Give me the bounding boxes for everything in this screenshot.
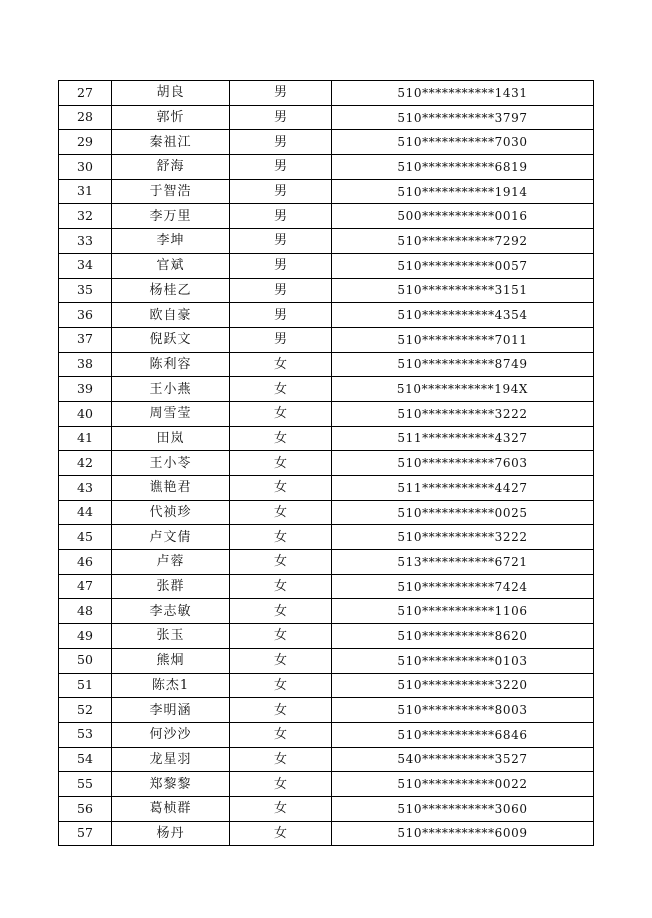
person-name: 杨桂乙 bbox=[112, 278, 230, 303]
gender: 男 bbox=[230, 81, 332, 106]
person-name: 于智浩 bbox=[112, 179, 230, 204]
person-name: 田岚 bbox=[112, 426, 230, 451]
row-number: 51 bbox=[59, 673, 112, 698]
table-row bbox=[59, 229, 594, 254]
person-name: 王小苓 bbox=[112, 451, 230, 476]
id-number: 510***********7603 bbox=[332, 451, 594, 476]
table-row bbox=[59, 155, 594, 180]
id-number: 510***********3220 bbox=[332, 673, 594, 698]
person-name: 陈杰1 bbox=[112, 673, 230, 698]
row-number: 45 bbox=[59, 525, 112, 550]
gender: 女 bbox=[230, 401, 332, 426]
gender: 女 bbox=[230, 476, 332, 501]
person-name: 李坤 bbox=[112, 229, 230, 254]
id-number: 540***********3527 bbox=[332, 747, 594, 772]
table-row bbox=[59, 327, 594, 352]
row-number: 57 bbox=[59, 821, 112, 846]
table-row bbox=[59, 500, 594, 525]
id-number: 510***********3222 bbox=[332, 401, 594, 426]
row-number: 55 bbox=[59, 772, 112, 797]
id-number: 510***********0022 bbox=[332, 772, 594, 797]
table-row bbox=[59, 278, 594, 303]
person-name: 王小燕 bbox=[112, 377, 230, 402]
gender: 女 bbox=[230, 377, 332, 402]
person-name: 郑黎黎 bbox=[112, 772, 230, 797]
table-row bbox=[59, 673, 594, 698]
person-name: 周雪莹 bbox=[112, 401, 230, 426]
id-number: 510***********6846 bbox=[332, 722, 594, 747]
person-name: 欧自豪 bbox=[112, 303, 230, 328]
id-number: 510***********0103 bbox=[332, 648, 594, 673]
table-row bbox=[59, 525, 594, 550]
row-number: 38 bbox=[59, 352, 112, 377]
row-number: 47 bbox=[59, 574, 112, 599]
row-number: 43 bbox=[59, 476, 112, 501]
gender: 男 bbox=[230, 303, 332, 328]
row-number: 32 bbox=[59, 204, 112, 229]
person-name: 郭忻 bbox=[112, 105, 230, 130]
id-number: 510***********0025 bbox=[332, 500, 594, 525]
gender: 女 bbox=[230, 525, 332, 550]
gender: 男 bbox=[230, 229, 332, 254]
table-row bbox=[59, 574, 594, 599]
gender: 男 bbox=[230, 278, 332, 303]
row-number: 42 bbox=[59, 451, 112, 476]
row-number: 34 bbox=[59, 253, 112, 278]
table-row bbox=[59, 648, 594, 673]
id-number: 510***********1431 bbox=[332, 81, 594, 106]
person-name: 舒海 bbox=[112, 155, 230, 180]
table-row bbox=[59, 105, 594, 130]
id-number: 510***********8003 bbox=[332, 698, 594, 723]
row-number: 41 bbox=[59, 426, 112, 451]
id-number: 500***********0016 bbox=[332, 204, 594, 229]
table-row bbox=[59, 747, 594, 772]
table-row bbox=[59, 821, 594, 846]
id-number: 510***********6009 bbox=[332, 821, 594, 846]
table-row bbox=[59, 204, 594, 229]
id-number: 511***********4327 bbox=[332, 426, 594, 451]
gender: 男 bbox=[230, 204, 332, 229]
table-row bbox=[59, 698, 594, 723]
table-row bbox=[59, 130, 594, 155]
id-number: 510***********3222 bbox=[332, 525, 594, 550]
person-name: 杨丹 bbox=[112, 821, 230, 846]
gender: 女 bbox=[230, 599, 332, 624]
row-number: 44 bbox=[59, 500, 112, 525]
row-number: 28 bbox=[59, 105, 112, 130]
table-row bbox=[59, 377, 594, 402]
roster-table-body bbox=[59, 81, 594, 846]
gender: 女 bbox=[230, 500, 332, 525]
row-number: 56 bbox=[59, 796, 112, 821]
person-name: 葛桢群 bbox=[112, 796, 230, 821]
person-name: 卢文倩 bbox=[112, 525, 230, 550]
table-row bbox=[59, 722, 594, 747]
gender: 女 bbox=[230, 550, 332, 575]
person-name: 陈利容 bbox=[112, 352, 230, 377]
person-name: 张群 bbox=[112, 574, 230, 599]
row-number: 36 bbox=[59, 303, 112, 328]
person-name: 官斌 bbox=[112, 253, 230, 278]
gender: 女 bbox=[230, 352, 332, 377]
table-row bbox=[59, 476, 594, 501]
row-number: 35 bbox=[59, 278, 112, 303]
table-row bbox=[59, 451, 594, 476]
person-name: 倪跃文 bbox=[112, 327, 230, 352]
table-row bbox=[59, 303, 594, 328]
table-row bbox=[59, 401, 594, 426]
person-name: 李明涵 bbox=[112, 698, 230, 723]
gender: 女 bbox=[230, 451, 332, 476]
gender: 女 bbox=[230, 673, 332, 698]
person-name: 李万里 bbox=[112, 204, 230, 229]
person-name: 胡良 bbox=[112, 81, 230, 106]
gender: 男 bbox=[230, 130, 332, 155]
id-number: 510***********3060 bbox=[332, 796, 594, 821]
person-name: 熊炯 bbox=[112, 648, 230, 673]
id-number: 510***********6819 bbox=[332, 155, 594, 180]
row-number: 27 bbox=[59, 81, 112, 106]
person-name: 谯艳君 bbox=[112, 476, 230, 501]
row-number: 40 bbox=[59, 401, 112, 426]
id-number: 513***********6721 bbox=[332, 550, 594, 575]
row-number: 37 bbox=[59, 327, 112, 352]
gender: 男 bbox=[230, 327, 332, 352]
gender: 女 bbox=[230, 722, 332, 747]
gender: 女 bbox=[230, 698, 332, 723]
gender: 女 bbox=[230, 821, 332, 846]
roster-table bbox=[58, 80, 594, 846]
person-name: 李志敏 bbox=[112, 599, 230, 624]
id-number: 510***********0057 bbox=[332, 253, 594, 278]
id-number: 511***********4427 bbox=[332, 476, 594, 501]
person-name: 代祯珍 bbox=[112, 500, 230, 525]
person-name: 何沙沙 bbox=[112, 722, 230, 747]
id-number: 510***********1106 bbox=[332, 599, 594, 624]
row-number: 39 bbox=[59, 377, 112, 402]
gender: 女 bbox=[230, 747, 332, 772]
gender: 男 bbox=[230, 179, 332, 204]
row-number: 30 bbox=[59, 155, 112, 180]
gender: 女 bbox=[230, 648, 332, 673]
gender: 男 bbox=[230, 253, 332, 278]
roster-page bbox=[58, 80, 594, 846]
row-number: 49 bbox=[59, 624, 112, 649]
table-row bbox=[59, 550, 594, 575]
person-name: 龙星羽 bbox=[112, 747, 230, 772]
gender: 女 bbox=[230, 426, 332, 451]
gender: 女 bbox=[230, 574, 332, 599]
row-number: 31 bbox=[59, 179, 112, 204]
gender: 男 bbox=[230, 105, 332, 130]
table-row bbox=[59, 253, 594, 278]
table-row bbox=[59, 179, 594, 204]
table-row bbox=[59, 352, 594, 377]
row-number: 53 bbox=[59, 722, 112, 747]
table-row bbox=[59, 796, 594, 821]
person-name: 张玉 bbox=[112, 624, 230, 649]
id-number: 510***********8749 bbox=[332, 352, 594, 377]
id-number: 510***********8620 bbox=[332, 624, 594, 649]
table-row bbox=[59, 426, 594, 451]
row-number: 29 bbox=[59, 130, 112, 155]
table-row bbox=[59, 772, 594, 797]
row-number: 48 bbox=[59, 599, 112, 624]
person-name: 秦祖江 bbox=[112, 130, 230, 155]
table-row bbox=[59, 599, 594, 624]
id-number: 510***********194X bbox=[332, 377, 594, 402]
id-number: 510***********7011 bbox=[332, 327, 594, 352]
id-number: 510***********1914 bbox=[332, 179, 594, 204]
id-number: 510***********4354 bbox=[332, 303, 594, 328]
gender: 女 bbox=[230, 624, 332, 649]
id-number: 510***********3797 bbox=[332, 105, 594, 130]
gender: 女 bbox=[230, 772, 332, 797]
table-row bbox=[59, 624, 594, 649]
id-number: 510***********7292 bbox=[332, 229, 594, 254]
gender: 男 bbox=[230, 155, 332, 180]
row-number: 33 bbox=[59, 229, 112, 254]
gender: 女 bbox=[230, 796, 332, 821]
row-number: 50 bbox=[59, 648, 112, 673]
row-number: 54 bbox=[59, 747, 112, 772]
row-number: 52 bbox=[59, 698, 112, 723]
id-number: 510***********3151 bbox=[332, 278, 594, 303]
row-number: 46 bbox=[59, 550, 112, 575]
id-number: 510***********7424 bbox=[332, 574, 594, 599]
person-name: 卢蓉 bbox=[112, 550, 230, 575]
table-row bbox=[59, 81, 594, 106]
id-number: 510***********7030 bbox=[332, 130, 594, 155]
